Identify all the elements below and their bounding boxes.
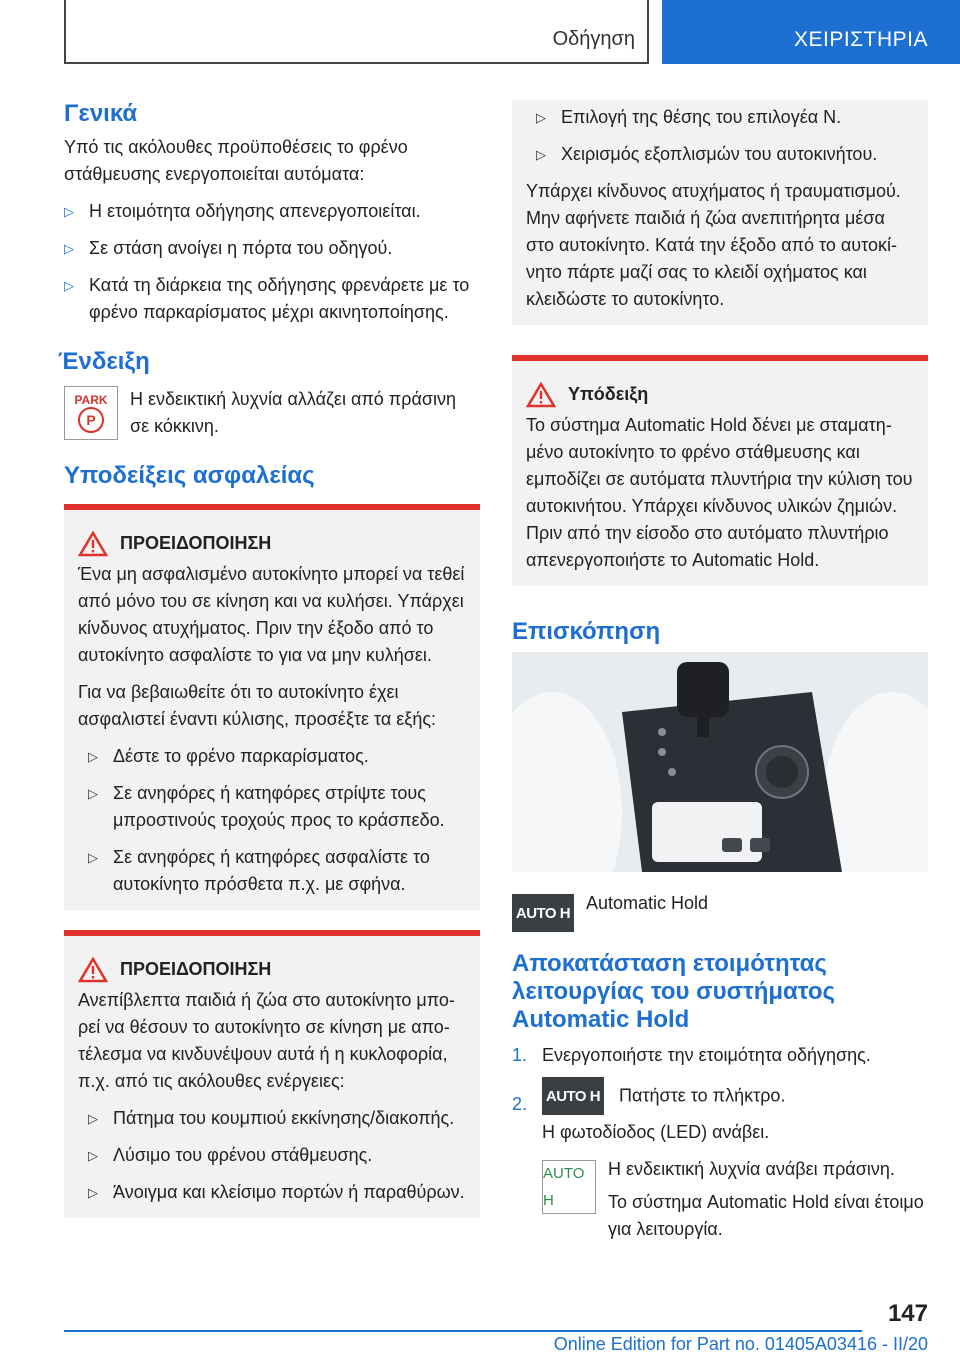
warning-box-continued: ▷ Επιλογή της θέσης του επιλογέα N. ▷ Χειρισμός εξοπλισμών του αυτοκινήτου. Υπάρχει κίνδυνος ατυχήματος ή τραυματισμού. Μην αφήνετε παιδιά ή ζώα ανεπιτήρητα μέσα στο αυτοκίνητο. Κατά την έξοδο από το αυτοκίνητο πάρτε μαζί σας το κλειδί οχήματος και κλειδώστε το αυτοκίνητο. — [512, 100, 928, 325]
header-section-tab — [64, 0, 649, 64]
notice-box: Υπόδειξη Το σύστημα Automatic Hold δένει με σταματημένο αυτοκίνητο το φρένο στάθμευσης και εμποδίζει σε αυτόματα πλυντήρια την κύλιση του αυτοκινήτου. Υπάρχει κίνδυνος υλικών ζημιών. Πριν από την είσοδο στο αυτόματο πλυντήριο απενεργοποιήστε το Automatic Hold. — [512, 361, 928, 586]
list-item: ▷ Επιλογή της θέσης του επιλογέα N. — [536, 104, 914, 131]
list-item: ▷ Κατά τη διάρκεια της οδήγησης φρενάρετε με το φρένο παρκαρίσματος μέχρι ακινητοποίησης. — [64, 272, 480, 326]
list-item: ▷ Χειρισμός εξοπλισμών του αυτοκινήτου. — [536, 141, 914, 168]
lamp-row: AUTO H Η ενδεικτική λυχνία ανάβει πράσινη. Το σύστημα Automatic Hold είναι έτοιμο για λειτουργία. — [543, 1159, 924, 1239]
header-chapter: ΧΕΙΡΙΣΤΗΡΙΑ — [793, 28, 928, 51]
triangle-bullet-icon: ▷ — [88, 786, 98, 801]
restore-heading: Αποκατάσταση ετοιμότητας λειτουργίας του συστήματος Automatic Hold — [512, 950, 835, 1033]
auto-h-button-icon: AUTO H — [542, 1077, 604, 1115]
warning-triangle-icon — [78, 957, 108, 983]
list-item: ▷ Η ετοιμότητα οδήγησης απενεργοποιείται. — [64, 198, 480, 225]
safety-heading: Υποδείξεις ασφαλείας — [64, 462, 315, 489]
left-column — [58, 100, 480, 1228]
triangle-bullet-icon: ▷ — [88, 1185, 98, 1200]
warning-box: ΠΡΟΕΙΔΟΠΟΙΗΣΗ Ανεπίβλεπτα παιδιά ή ζώα στο αυτοκίνητο μπορεί να θέσουν το αυτοκίνητο σε κίνηση με αποτέλεσμα να κινδυνέψουν αυτά ή η κυκλοφορία, π.χ. από τις ακόλουθες ενέργειες: ▷ Πάτημα του κουμπιού εκκίνησης/διακοπής. ▷ Λύσιμο του φρένου στάθμευσης. ▷ Άνοιγμα και κλείσιμο πορτών ή παραθύρων. — [64, 936, 480, 1218]
triangle-bullet-icon: ▷ — [536, 110, 546, 125]
caution-triangle-icon — [526, 382, 556, 408]
auto-hold-row — [512, 890, 928, 932]
list-item: ▷ Άνοιγμα και κλείσιμο πορτών ή παραθύρων. — [88, 1179, 466, 1206]
indicator-heading: Ένδειξη — [58, 348, 150, 375]
header-chapter-tab — [662, 0, 960, 64]
overview-heading: Επισκόπηση — [512, 618, 661, 645]
warning-triangle-icon — [78, 531, 108, 557]
triangle-bullet-icon: ▷ — [64, 204, 74, 219]
triangle-bullet-icon: ▷ — [64, 241, 74, 256]
triangle-bullet-icon: ▷ — [88, 1111, 98, 1126]
page-number: 147 — [887, 1300, 928, 1327]
indicator-text: Η ενδεικτική λυχνία αλλάζει από πράσινη σε κόκκινη. — [130, 389, 456, 436]
triangle-bullet-icon: ▷ — [88, 1148, 98, 1163]
park-brake-icon: PARK P — [64, 386, 118, 440]
triangle-bullet-icon: ▷ — [88, 850, 98, 865]
footer-edition: Online Edition for Part no. 01405A03416 - II/20 — [553, 1334, 928, 1354]
triangle-bullet-icon: ▷ — [64, 278, 74, 293]
header-section: Οδήγηση — [552, 28, 635, 50]
triangle-bullet-icon: ▷ — [88, 749, 98, 764]
warning-box: ΠΡΟΕΙΔΟΠΟΙΗΣΗ Ένα μη ασφαλισμένο αυτοκίνητο μπορεί να τεθεί από μόνο του σε κίνηση και να κυλήσει. Υπάρχει κίνδυνος ατυχήματος. Πριν την έξοδο από το αυτοκίνητο ασφαλίστε το για να μην κυλήσει. Για να βεβαιωθείτε ότι το αυτοκίνητο έχει ασφαλιστεί έναντι κύλισης, προσέξτε τα εξής: ▷ Δέστε το φρένο παρκαρίσματος. ▷ Σε ανηφόρες ή κατηφόρες στρίψτε τους μπροστινούς τροχούς προς το κράσπεδο. ▷ Σε ανηφόρες ή κατηφόρες ασφαλίστε το αυτοκίνητο πρόσθετα π.χ. με σφήνα. — [64, 510, 480, 910]
list-item: ▷ Σε ανηφόρες ή κατηφόρες στρίψτε τους μπροστινούς τροχούς προς το κράσπεδο. — [88, 780, 466, 834]
step-2-note: Η φωτοδίοδος (LED) ανάβει. — [542, 1122, 770, 1142]
auto-hold-caption: Automatic Hold — [586, 893, 709, 913]
warning-header: ΠΡΟΕΙΔΟΠΟΙΗΣΗ — [78, 530, 466, 557]
warning-header: ΠΡΟΕΙΔΟΠΟΙΗΣΗ — [78, 956, 466, 983]
footer-divider — [64, 1330, 862, 1332]
notice-header: Υπόδειξη — [526, 381, 914, 408]
step-2: 2. AUTO H Πατήστε το πλήκτρο. — [512, 1077, 928, 1115]
auto-h-button-icon: AUTO H — [512, 894, 574, 932]
center-console-photo — [512, 652, 928, 872]
general-heading: Γενικά — [64, 100, 138, 127]
indicator-row — [64, 386, 480, 440]
step-1: 1. Ενεργοποιήστε την ετοιμότητα οδήγησης. — [512, 1045, 871, 1065]
general-intro: Υπό τις ακόλουθες προϋποθέσεις το φρένο στάθμευσης ενεργοποιείται αυτόματα: — [64, 137, 408, 184]
list-item: ▷ Λύσιμο του φρένου στάθμευσης. — [88, 1142, 466, 1169]
triangle-bullet-icon: ▷ — [536, 147, 546, 162]
list-item: ▷ Πάτημα του κουμπιού εκκίνησης/διακοπής. — [88, 1105, 466, 1132]
right-column — [512, 100, 928, 1253]
list-item: ▷ Σε στάση ανοίγει η πόρτα του οδηγού. — [64, 235, 480, 262]
auto-h-indicator-icon: AUTO H — [542, 1160, 596, 1214]
list-item: ▷ Σε ανηφόρες ή κατηφόρες ασφαλίστε το αυτοκίνητο πρόσθετα π.χ. με σφήνα. — [88, 844, 466, 898]
list-item: ▷ Δέστε το φρένο παρκαρίσματος. — [88, 743, 466, 770]
